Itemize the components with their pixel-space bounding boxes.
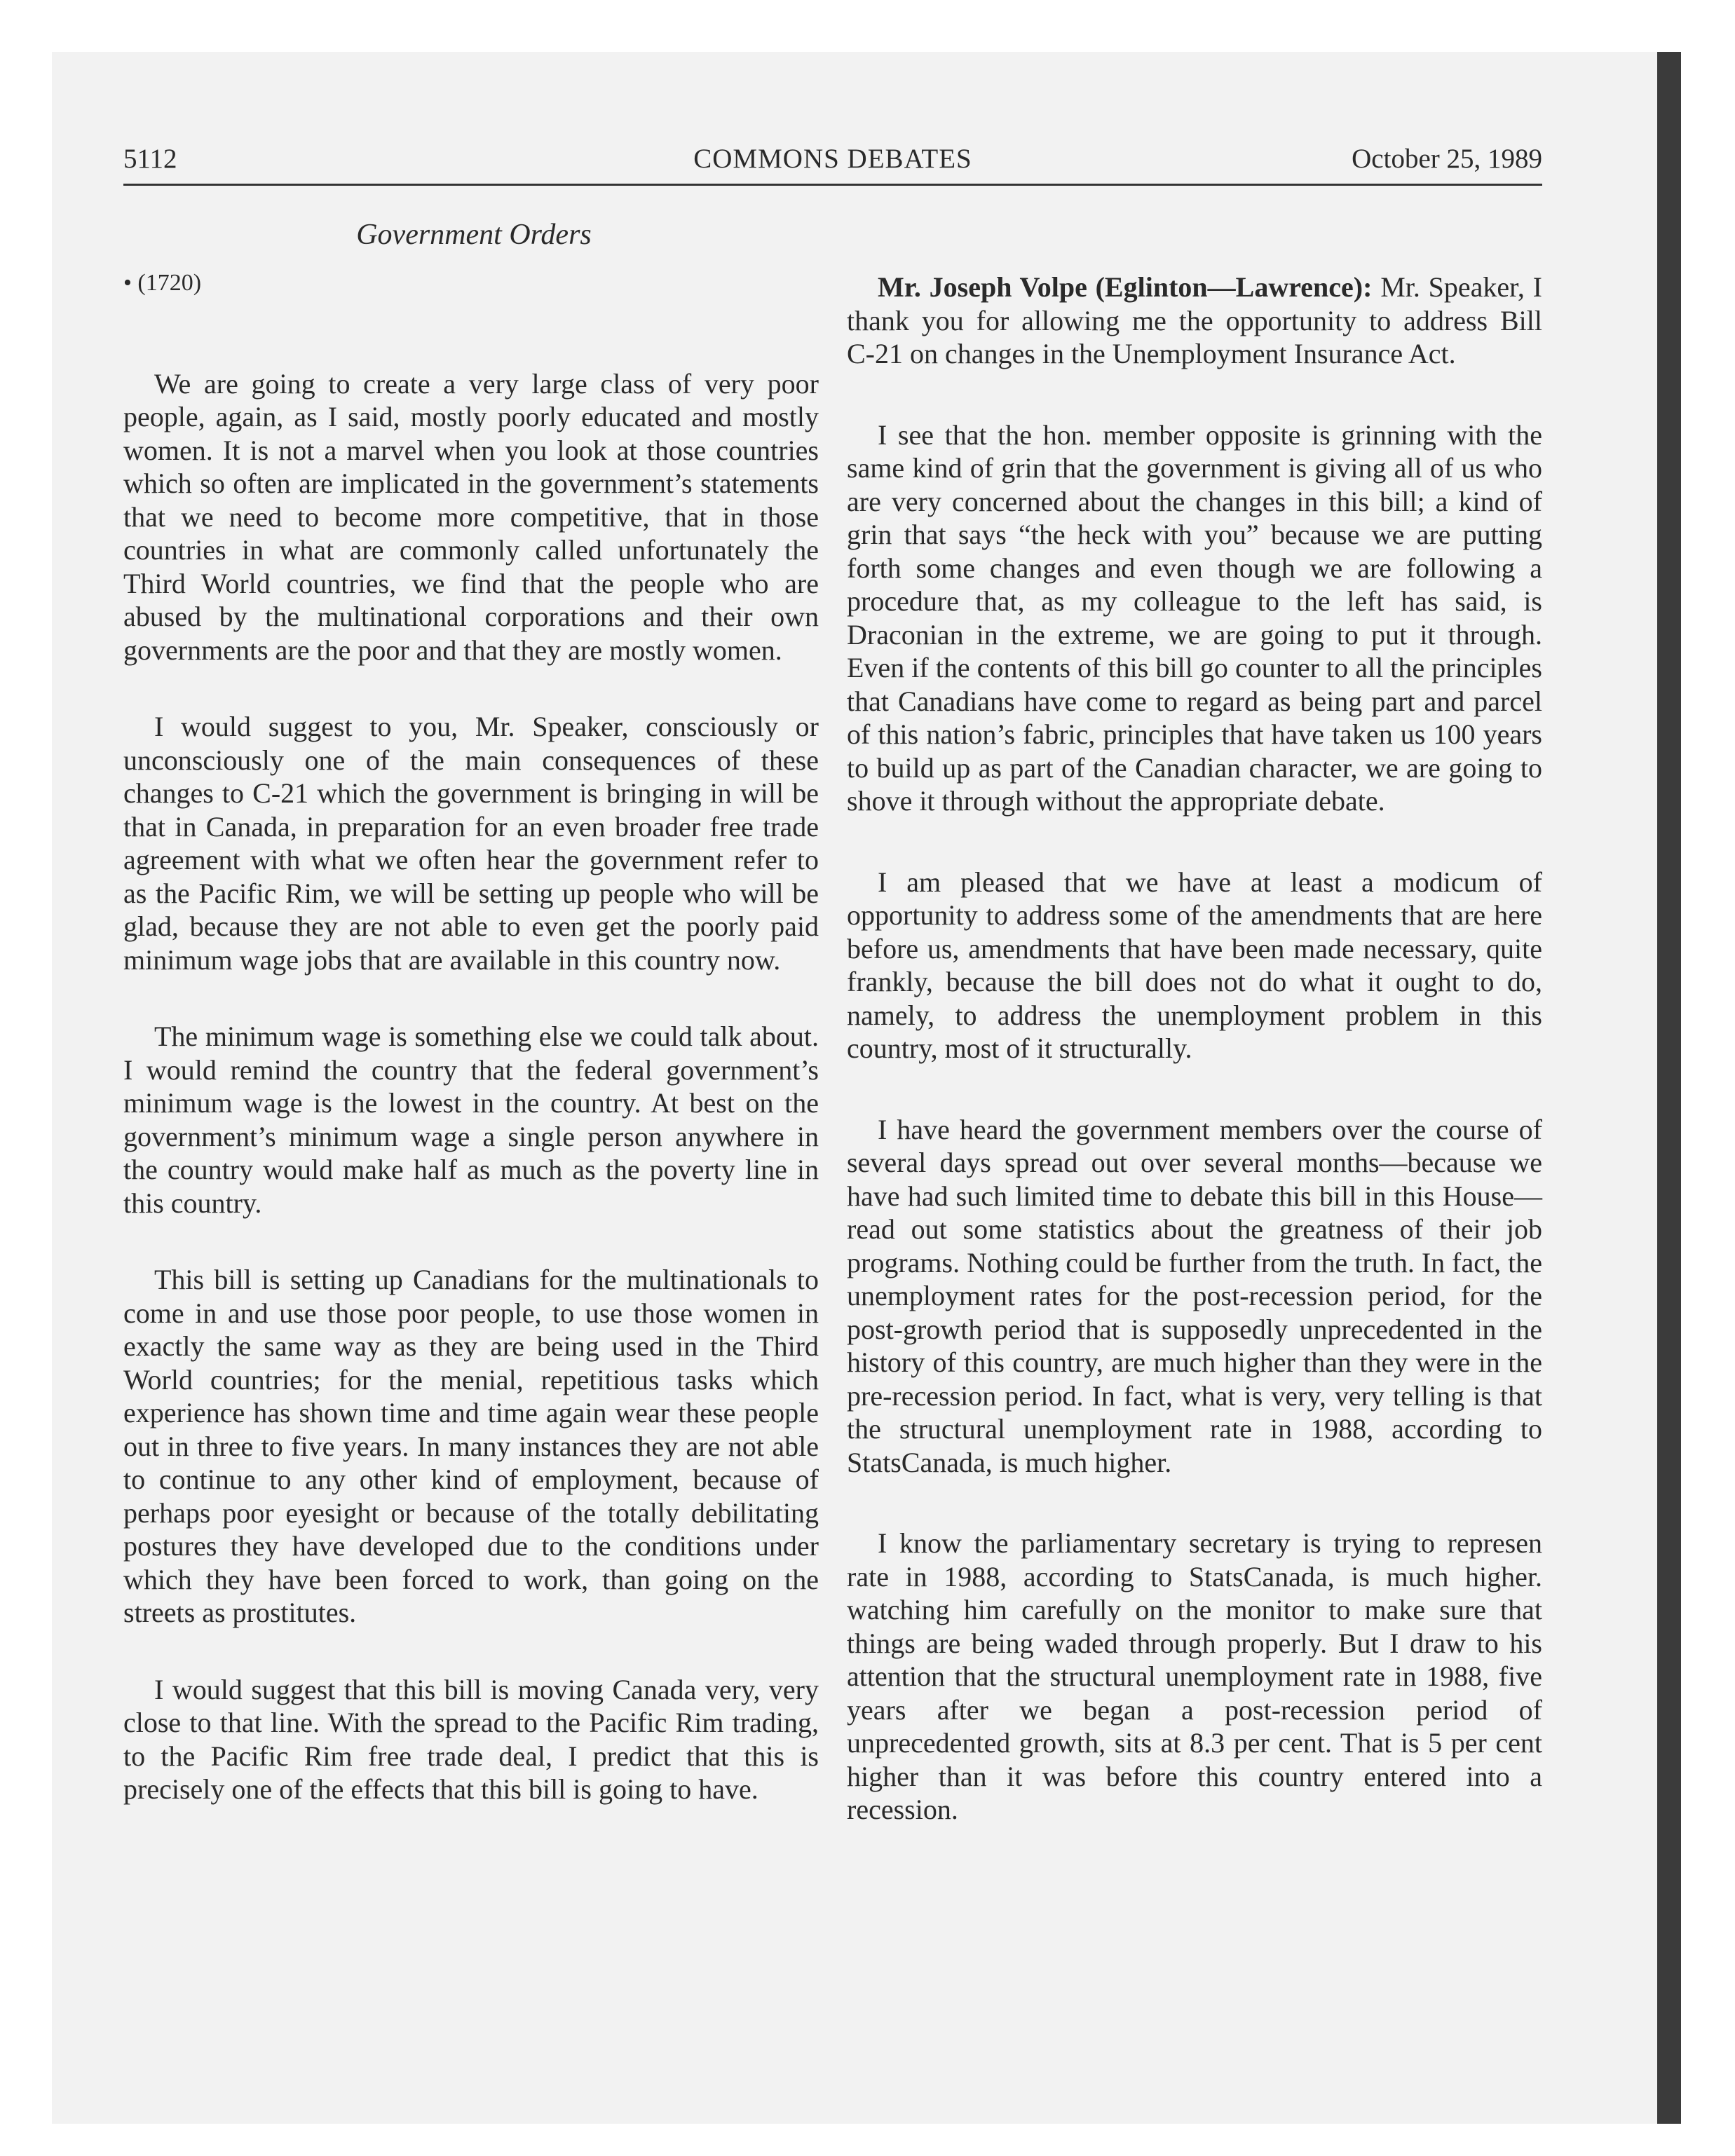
page-header <box>123 142 1542 185</box>
paragraph: I see that the hon. member opposite is grinning with the same kind of grin that the government is giving all of us who are very concerned about the changes in this bill; a kind of grin that says “the heck with you” because we are putting forth some changes and even though we are following a procedure that, as my colleague to the left has said, is Draconian in the extreme, we are going to put it through. Even if the contents of this bill go counter to all the principles that Canadians have come to regard as being part and parcel of this nation’s fabric, principles that have taken us 100 years to build up as part of the Canadian character, we are going to shove it through without the appropriate debate. <box>847 418 1542 817</box>
timestamp <box>123 266 819 300</box>
page-date: October 25, 1989 <box>1352 144 1542 174</box>
right-column <box>847 271 1542 1874</box>
header-rule <box>123 184 1542 186</box>
paragraph: I know the parliamentary secretary is trying to represen rate in 1988, according to StatsCanada, is much higher. watching him carefully on the monitor to make sure that things are being waded through properly. But I draw to his attention that the structural unemployment rate in 1988, five years after we began a post‑recession period of unprecedented growth, sits at 8.3 per cent. That is 5 per cent higher than it was before this country entered into a recession. <box>847 1527 1542 1825</box>
paragraph: I would suggest that this bill is moving Canada very, very close to that line. With the spread to the Pacific Rim trading, to the Pacific Rim free trade deal, I predict that this is precisely one of the effects that this bill is going to have. <box>123 1673 819 1805</box>
page-number: 5112 <box>123 144 177 174</box>
paragraph: The minimum wage is something else we could talk about. I would remind the country that the federal government’s minimum wage is the lowest in the country. At best on the government’s minimum wage a single person anywhere in the country would make half as much as the poverty line in this country. <box>123 1021 819 1219</box>
publication-title: COMMONS DEBATES <box>693 144 972 174</box>
speech-opening-text: Mr. Speaker, I thank you for allowing me the opportunity to address Bill C‑21 on changes in the Unemployment Insurance Act. <box>847 271 1543 369</box>
bullet-icon: • <box>123 270 132 296</box>
paragraph: I have heard the government members over the course of several days spread out over several months—because we have had such limited time to debate this bill in this House—read out some statistics about the greatness of their job programs. Nothing could be further from the truth. In fact, the unemployment rates for the post‑recession period, for the post‑growth period that is supposedly unprecedented in the history of this country, are much higher than they were in the pre‑recession period. In fact, what is very, very telling is that the structural unemployment rate in 1988, according to StatsCanada, is much higher. <box>847 1113 1542 1478</box>
timestamp-time: (1720) <box>137 270 202 296</box>
paragraph: I would suggest to you, Mr. Speaker, consciously or unconsciously one of the main consequences of these changes to C‑21 which the government is bringing in will be that in Canada, in preparation for an even broader free trade agreement with what we often hear the government refer to as the Pacific Rim, we will be setting up people who will be glad, because they are not able to even get the poorly paid minimum wage jobs that are available in this country now. <box>123 711 819 976</box>
paragraph: This bill is setting up Canadians for the multinationals to come in and use those poor people, to use those women in exactly the same way as they are being used in the Third World countries; for the menial, repetitious tasks which experience has shown time and time again wear these people out in three to five years. In many instances they are not able to continue to any other kind of employment, because of perhaps poor eyesight or because of the totally debilitating postures they have developed due to the conditions under which they have been forced to work, than going on the streets as prostitutes. <box>123 1264 819 1628</box>
section-title: Government Orders <box>356 219 592 251</box>
paragraph: We are going to create a very large class of very poor people, again, as I said, mostly poorly educated and mostly women. It is not a marvel when you look at those countries which so often are implicated in the government’s statements that we need to become more competitive, that in those countries in what are commonly called unfortunately the Third World countries, we find that the people who are abused by the multinational corporations and their own governments are the poor and that they are mostly women. <box>123 367 819 666</box>
paragraph: I am pleased that we have at least a modicum of opportunity to address some of the amendments that are here before us, amendments that have been made necessary, quite frankly, because the bill does not do what it ought to do, namely, to address the unemployment problem in this country, most of it structurally. <box>847 866 1542 1064</box>
scan-edge-bar <box>1657 52 1681 2124</box>
speech-opening <box>847 271 1542 371</box>
left-column <box>123 266 819 1850</box>
speaker-name: Mr. Joseph Volpe (Eglinton—Lawrence): <box>878 271 1373 303</box>
